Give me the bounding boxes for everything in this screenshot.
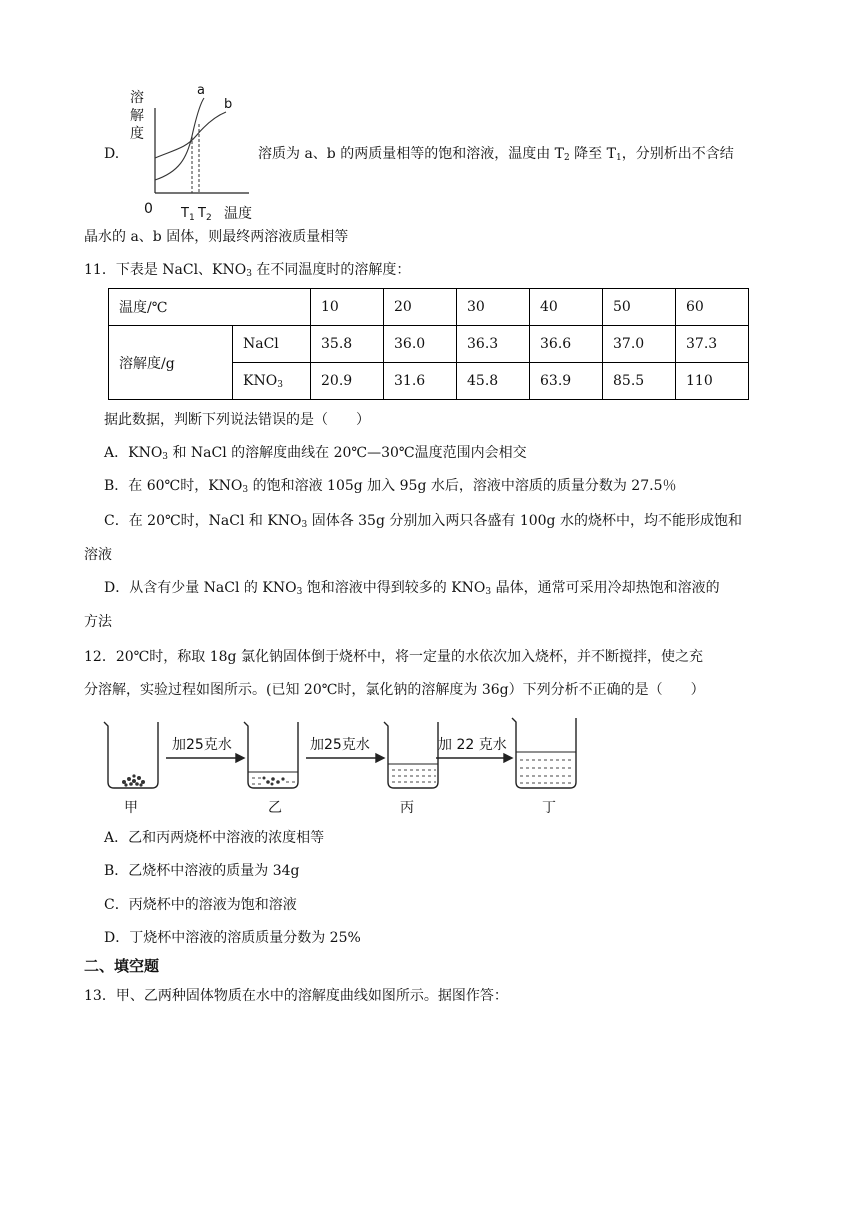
q12-stem-line1: 12．20℃时，称取 18g 氯化钠固体倒于烧杯中，将一定量的水依次加入烧杯，并不断搅拌，使之充	[84, 649, 703, 665]
solid-crystals-jia	[122, 774, 145, 786]
beaker-process-figure	[96, 712, 586, 822]
arrow-label-2: 加25克水	[310, 737, 370, 753]
value-cell: 36.6	[530, 326, 603, 363]
beaker-jia	[104, 722, 158, 788]
chart-ylabel-3: 度	[130, 126, 144, 142]
chart-origin: 0	[144, 201, 153, 217]
liquid-bing	[388, 764, 438, 782]
beaker-label-bing: 丙	[400, 800, 414, 816]
row-name-nacl: NaCl	[233, 326, 311, 363]
q11-option-a[interactable]: A．$KNO_3$ 和 NaCl 的溶解度曲线在 20℃—30℃温度范围内会相交	[104, 445, 527, 462]
value-cell: 85.5	[603, 363, 676, 400]
solubility-chart-ab	[124, 80, 260, 226]
q12-option-d[interactable]: D．丁烧杯中溶液的溶质质量分数为 25%	[104, 930, 361, 946]
arrow-label-1: 加25克水	[172, 737, 232, 753]
q11-option-b[interactable]: B．在 60℃时，$KNO_3$ 的饱和溶液 105g 加入 95g 水后，溶液中溶质的质量分数为 27.5％	[104, 478, 677, 495]
chart-xlabel: 温度	[224, 206, 252, 222]
value-cell: 35.8	[311, 326, 384, 363]
temp-cell: 50	[603, 289, 676, 326]
q13-stem: 13．甲、乙两种固体物质在水中的溶解度曲线如图所示。据图作答：	[84, 988, 508, 1004]
temp-cell: 40	[530, 289, 603, 326]
value-cell: 36.3	[457, 326, 530, 363]
table-row	[109, 289, 749, 326]
q11-option-d-line2: 方法	[84, 614, 112, 630]
chart-t1: $T_1$	[181, 206, 195, 223]
q11-stem: 11．下表是 NaCl、$KNO_3$ 在不同温度时的溶解度：	[84, 262, 411, 279]
beaker-label-yi: 乙	[268, 800, 282, 816]
value-cell: 20.9	[311, 363, 384, 400]
curve-b	[155, 112, 226, 158]
q11-option-c[interactable]: C．在 20℃时，NaCl 和 $KNO_3$ 固体各 35g 分别加入两只各盛有 100g 水的烧杯中，均不能形成饱和	[104, 513, 742, 530]
value-cell: 31.6	[384, 363, 457, 400]
chart-ylabel-1: 溶	[130, 90, 144, 106]
q12-stem-line2: 分溶解，实验过程如图所示。(已知 20℃时，氯化钠的溶解度为 36g）下列分析不正确的是（ ）	[84, 682, 705, 698]
solubility-table	[108, 288, 749, 400]
section-title: 二、填空题	[84, 957, 160, 975]
q11-option-d[interactable]: D．从含有少量 NaCl 的 $KNO_3$ 饱和溶液中得到较多的 $KNO_3$ 晶体，通常可采用冷却热饱和溶液的	[104, 580, 720, 597]
temp-cell: 20	[384, 289, 457, 326]
temp-cell: 60	[676, 289, 749, 326]
liquid-ding	[516, 752, 576, 783]
value-cell: 45.8	[457, 363, 530, 400]
beaker-ding	[512, 718, 576, 788]
chart-ylabel-2: 解	[130, 108, 144, 124]
beaker-label-jia: 甲	[124, 800, 138, 816]
curve-a-label: a	[197, 83, 205, 98]
solid-crystals-yi	[263, 777, 285, 786]
value-cell: 110	[676, 363, 749, 400]
q12-option-a[interactable]: A．乙和丙两烧杯中溶液的浓度相等	[104, 830, 325, 846]
curve-a	[155, 98, 204, 180]
temp-header: 温度/℃	[109, 289, 311, 326]
value-cell: 37.3	[676, 326, 749, 363]
q10d-text-line1: 溶质为 a、b 的两质量相等的饱和溶液，温度由 $T_2$ 降至 $T_1$，分别析出不含结	[258, 146, 734, 163]
chart-t2: $T_2$	[198, 206, 212, 223]
q10d-label: D.	[104, 146, 120, 162]
q11-ask: 据此数据，判断下列说法错误的是（ ）	[104, 412, 370, 428]
value-cell: 36.0	[384, 326, 457, 363]
value-cell: 37.0	[603, 326, 676, 363]
curve-b-label: b	[224, 97, 233, 112]
row-name-kno3: $KNO_3$	[233, 363, 311, 400]
sol-header: 溶解度/g	[109, 326, 233, 400]
q12-option-c[interactable]: C．丙烧杯中的溶液为饱和溶液	[104, 897, 297, 913]
temp-cell: 10	[311, 289, 384, 326]
arrow-label-3: 加 22 克水	[438, 737, 507, 753]
q12-option-b[interactable]: B．乙烧杯中溶液的质量为 34g	[104, 863, 300, 879]
table-row	[109, 326, 749, 363]
value-cell: 63.9	[530, 363, 603, 400]
q10d-text-line2: 晶水的 a、b 固体，则最终两溶液质量相等	[84, 229, 349, 245]
beaker-label-ding: 丁	[542, 800, 556, 816]
temp-cell: 30	[457, 289, 530, 326]
beaker-bing	[384, 722, 438, 788]
q11-option-c-line2: 溶液	[84, 547, 112, 563]
